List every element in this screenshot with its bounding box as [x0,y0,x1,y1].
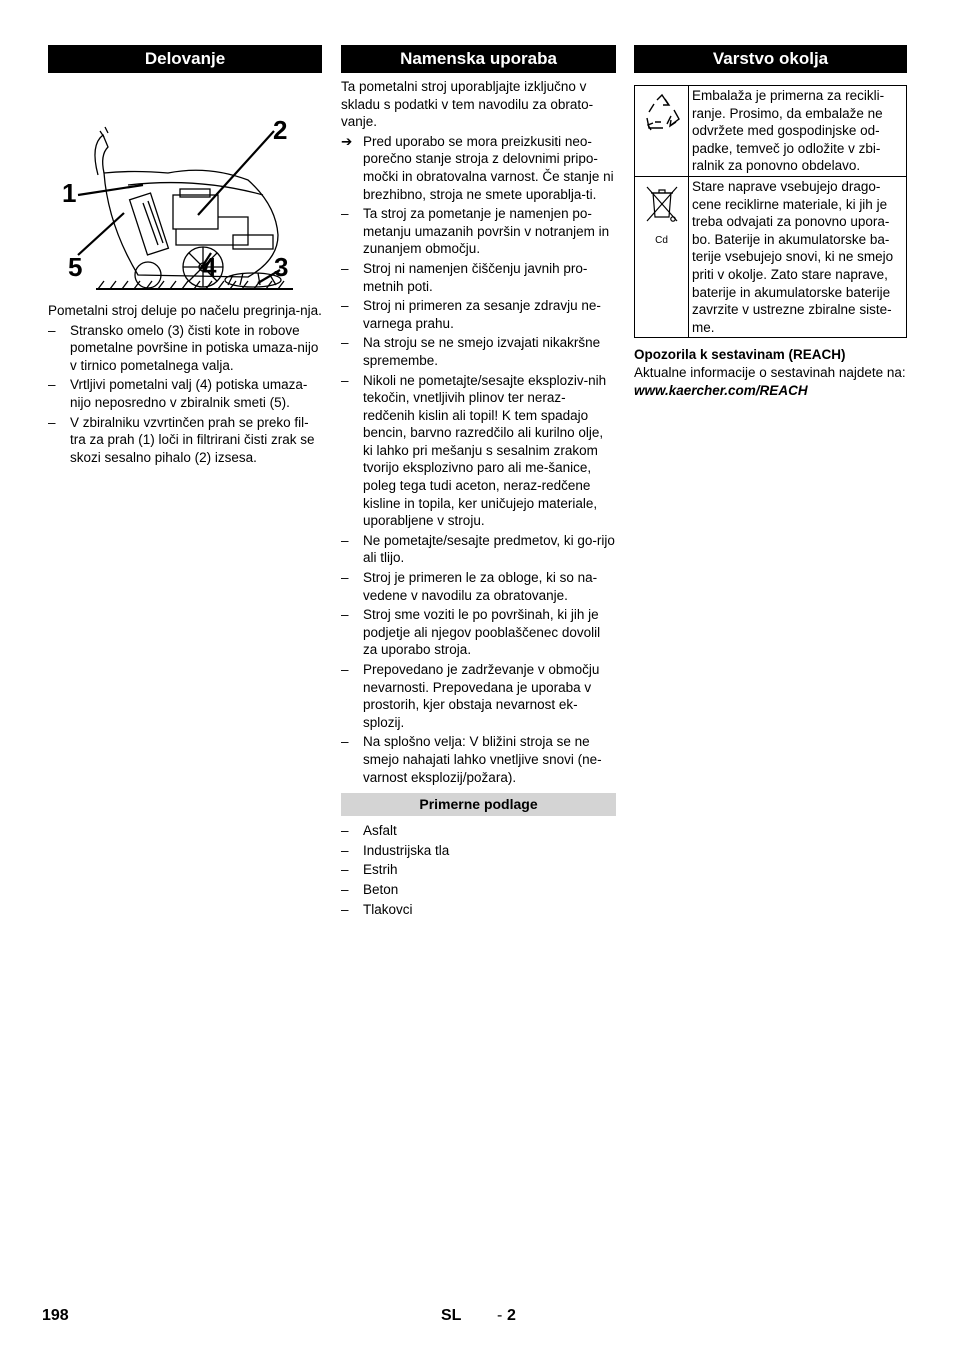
dash-marker: – [341,842,349,858]
dash-marker: – [341,901,349,917]
list-item [341,569,616,604]
section-heading-varstvo-okolja: Varstvo okolja [634,45,907,73]
column-delovanje [48,45,322,468]
weee-icon-cell [635,176,689,337]
list-item [341,205,616,258]
section-heading-namenska-uporaba: Namenska uporaba [341,45,616,73]
list-item-text: Estrih [363,862,398,878]
list-item-text: Prepovedano je zadrževanje v območju nevarnosti. Prepovedana je uporaba v prostorih, kjer obstaja nevarnost ek-splozij. [363,662,600,730]
list-item [341,606,616,659]
dash-marker: – [341,862,349,878]
sub-page-number: 2 [507,1307,516,1324]
namenska-body [341,78,616,786]
dash-marker: – [48,322,56,338]
list-item-text: Ta stroj za pometanje je namenjen po-metanju umazanih površin v notranjem in zunanjem območju. [363,206,610,257]
list-item-text: Stroj je primeren le za obloge, ki so na-vedene v navodilu za obratovanje. [363,570,598,603]
list-item-text: Stroj sme voziti le po površinah, ki jih je podjetje ali njegov pooblaščenec dovolil za uporabo stroja. [363,607,601,658]
list-item [48,414,322,467]
dash-marker: – [341,881,349,897]
list-item [341,842,616,860]
environment-table [634,85,907,338]
recycle-text: Embalaža je primerna za recikli-ranje. Prosimo, da embalaže ne odvržete med gospodinjske od-padke, temveč jo odložite v zbi-ralnik za ponovno obdelavo. [689,86,907,177]
table-row [635,176,907,337]
delovanje-list [48,322,322,467]
list-item [341,901,616,919]
recycle-icon-cell [635,86,689,177]
page-number: 198 [42,1307,69,1324]
list-item-text: Beton [363,881,399,897]
list-item [341,661,616,731]
weee-text: Stare naprave vsebujejo drago-cene reciklirne materiale, ki jih je treba odvajati za ponovno upora-bo. Baterije in akumulatorske ba-terije vsebujejo snovi, ki ne smejo priti v okolje. Zato stare naprave, baterije in akumulatorske baterije zavrzite v ustrezne zbiralne siste-me. [689,176,907,337]
dash-marker: – [341,662,349,677]
list-item-text: Vrtljivi pometalni valj (4) potiska umaza-nijo neposredno v zbiralnik smeti (5). [70,377,308,410]
figure-label-3: 3 [274,252,289,282]
list-item-text: Stransko omelo (3) čisti kote in robove pometalne površine in potiska umaza-nijo v tirnico pometalnega valja. [70,322,319,373]
dash-marker: – [341,206,349,222]
arrow-icon: ➔ [341,133,353,149]
language-code: SL [441,1307,462,1324]
namenska-list [341,133,616,786]
reach-text: Aktualne informacije o sestavinah najdete na: [634,364,906,380]
section-heading-delovanje: Delovanje [48,45,322,73]
dash-marker: – [341,532,349,548]
dash-marker: – [341,823,349,839]
dash-marker: – [341,260,349,276]
list-item [341,822,616,840]
list-item [341,532,616,567]
list-item [341,297,616,332]
list-item-arrow [341,133,616,203]
dash-marker: – [341,570,349,586]
figure-label-5: 5 [68,252,83,282]
surfaces-list [341,822,616,918]
namenska-intro: Ta pometalni stroj uporabljajte izključno v skladu s podatki v tem navodilu za obrato-vanje. [341,79,594,130]
list-item-text: Nikoli ne pometajte/sesajte eksploziv-nih tekočin, vnetljivih plinov ter neraz-redčenih kislin ali topil! K tem spadajo bencin, barvno razredčilo ali kurilno olje, ki lahko pri mešanju s sesalnim zrakom tvorijo eksplozivno paro ali me-šanice, poleg tega tudi aceton, neraz-redčene kisline in topila, ker uničujejo materiale, uporabljene v stroju. [363,372,607,529]
sweeper-figure [48,85,322,290]
list-item-text: Tlakovci [363,901,413,917]
list-item-text: Industrijska tla [363,842,450,858]
list-item-text: Na splošno velja: V bližini stroja se ne smejo nahajati lahko vnetljive snovi (ne-varnost eksplozij/požara). [363,734,602,785]
list-item-text: Na stroju se ne smejo izvajati nikakršne spremembe. [363,335,601,368]
delovanje-body [48,302,322,466]
list-item-text: Pred uporabo se mora preizkusiti neo-porečno stanje stroja z delovnimi pripo-močki in obratovalna varnost. Če stanje ni brezhibno, stroja ne smete uporablja-ti. [363,133,614,202]
list-item [341,260,616,295]
dash-marker: – [341,298,349,314]
list-item [341,861,616,879]
recycle-icon [641,92,683,134]
list-item-text: Stroj ni primeren za sesanje zdravju ne-varnega prahu. [363,298,601,331]
list-item-text: Asfalt [363,823,397,839]
dash-marker: – [341,607,349,623]
delovanje-intro: Pometalni stroj deluje po načelu pregrinja-nja. [48,303,322,318]
list-item [48,322,322,375]
dash-marker: – [48,377,56,393]
figure-label-1: 1 [62,178,77,208]
list-item-text: Stroj ni namenjen čiščenju javnih pro-metnih poti. [363,260,588,294]
footer-separator: - [497,1307,503,1324]
list-item-text: Ne pometajte/sesajte predmetov, ki go-rijo ali tlijo. [363,532,615,566]
cd-label: Cd [655,234,668,246]
list-item [341,881,616,899]
list-item [341,334,616,369]
subheading-primerne-podlage: Primerne podlage [341,793,616,816]
list-item [341,372,616,530]
reach-link[interactable]: www.kaercher.com/REACH [634,382,808,398]
reach-title: Opozorila k sestavinam (REACH) [634,347,846,363]
crossed-bin-icon [641,183,683,231]
list-item [341,733,616,786]
dash-marker: – [48,414,56,430]
column-namenska-uporaba [341,45,616,920]
figure-label-4: 4 [202,252,217,282]
dash-marker: – [341,335,349,351]
column-varstvo-okolja [634,45,907,399]
dash-marker: – [341,372,349,388]
table-row [635,86,907,177]
list-item [48,376,322,411]
list-item-text: V zbiralniku vzvrtinčen prah se preko fil-tra za prah (1) loči in filtrirani čisti zrak se skozi sesalno pihalo (2) izsesa. [70,414,315,465]
figure-label-2: 2 [273,115,288,145]
dash-marker: – [341,734,349,750]
